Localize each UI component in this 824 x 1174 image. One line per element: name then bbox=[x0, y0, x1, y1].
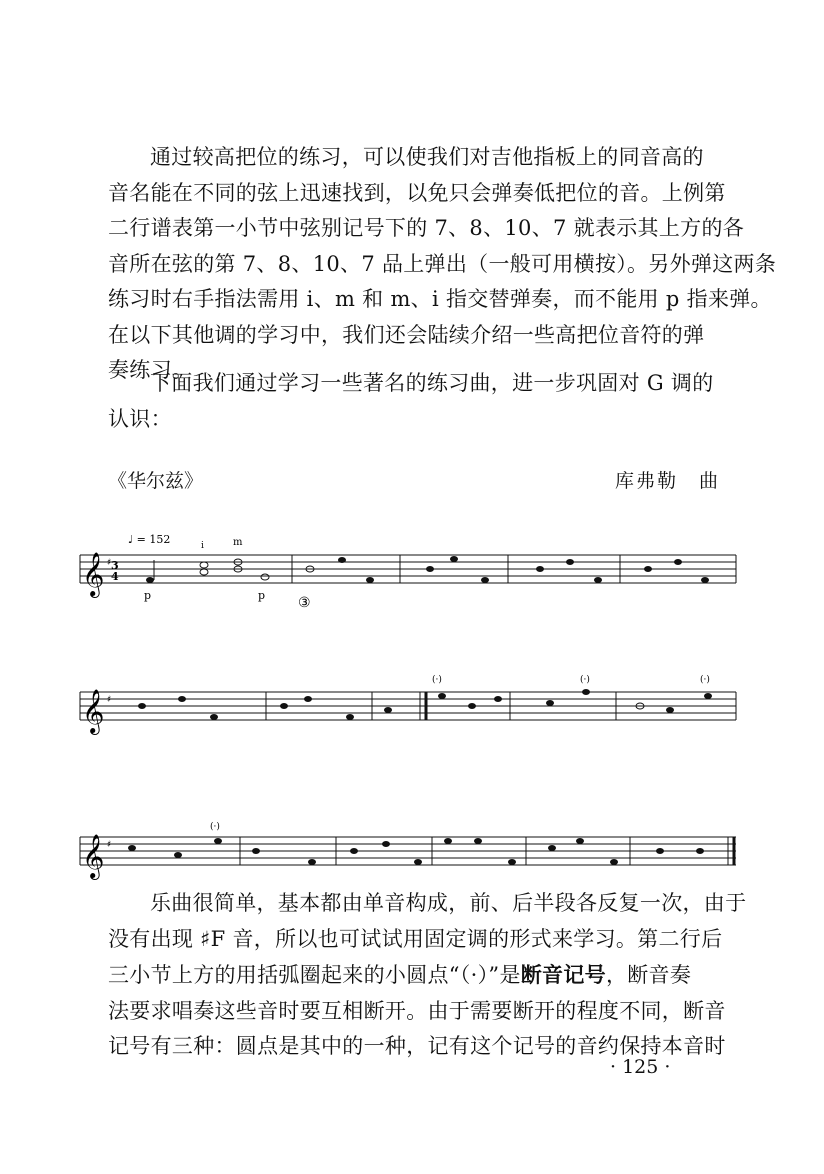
svg-text:3: 3 bbox=[111, 559, 119, 572]
paragraph-1 bbox=[108, 140, 777, 389]
text-line: 下面我们通过学习一些著名的练习曲，进一步巩固对 G 调的 bbox=[150, 371, 714, 395]
staff-svg bbox=[80, 672, 736, 742]
fingering-i: i bbox=[201, 541, 204, 551]
staccato-mark: (·) bbox=[432, 675, 442, 685]
treble-clef-icon: 𝄞 bbox=[82, 689, 105, 733]
fingering-m: m bbox=[233, 537, 243, 548]
piece-title-row bbox=[108, 466, 720, 492]
staccato-mark: (·) bbox=[210, 822, 220, 832]
music-staff-2 bbox=[80, 672, 736, 742]
svg-text:♯: ♯ bbox=[107, 558, 112, 568]
text-line: 通过较高把位的练习，可以使我们对吉他指板上的同音高的 bbox=[150, 145, 704, 169]
fingering-p: p bbox=[144, 589, 152, 602]
text-line: 二行谱表第一小节中弦别记号下的 7、8、10、7 就表示其上方的各 bbox=[108, 216, 745, 240]
text-line: 在以下其他调的学习中，我们还会陆续介绍一些高把位音符的弹 bbox=[108, 322, 705, 347]
treble-clef-icon: 𝄞 bbox=[82, 834, 105, 878]
text-segment: ，断音奏 bbox=[605, 963, 692, 987]
staccato-mark: (·) bbox=[580, 675, 590, 685]
string-mark: ③ bbox=[298, 595, 311, 611]
text-line: 乐曲很简单，基本都由单音构成，前、后半段各反复一次，由于 bbox=[150, 891, 747, 915]
text-line: 没有出现 ♯F 音，所以也可试试用固定调的形式来学习。第二行后 bbox=[108, 926, 723, 951]
staff-svg bbox=[80, 815, 736, 885]
svg-text:♯: ♯ bbox=[107, 840, 112, 850]
paragraph-2 bbox=[108, 366, 720, 437]
page-number: · 125 · bbox=[610, 1056, 671, 1078]
text-line: 法要求唱奏这些音时要互相断开。由于需要断开的程度不同，断音 bbox=[108, 998, 726, 1023]
piece-title: 《华尔兹》 bbox=[108, 470, 204, 492]
fingering-p: p bbox=[258, 589, 266, 602]
staff-svg bbox=[80, 525, 736, 611]
text-line: 音名能在不同的弦上迅速找到，以免只会弹奏低把位的音。上例第 bbox=[108, 180, 726, 205]
music-staff-1 bbox=[80, 525, 736, 611]
text-segment: 三小节上方的用括弧圈起来的小圆点“（·）”是 bbox=[108, 963, 521, 987]
text-line: 奏练习。 bbox=[108, 358, 194, 382]
tempo-mark: ♩ = 152 bbox=[128, 533, 171, 546]
staccato-mark: (·) bbox=[700, 675, 710, 685]
svg-text:♯: ♯ bbox=[107, 695, 112, 705]
text-line bbox=[108, 957, 720, 994]
text-line: 练习时右手指法需用 i、m 和 m、i 指交替弹奏，而不能用 p 指来弹。 bbox=[108, 287, 772, 311]
paragraph-3 bbox=[108, 886, 747, 1065]
svg-text:4: 4 bbox=[111, 570, 119, 583]
text-line: 记号有三种：圆点是其中的一种，记有这个记号的音约保持本音时 bbox=[108, 1034, 726, 1058]
bold-term: 断音记号 bbox=[520, 962, 606, 987]
text-line: 音所在弦的第 7、8、10、7 品上弹出（一般可用横按）。另外弹这两条 bbox=[108, 251, 777, 276]
music-staff-3 bbox=[80, 815, 736, 885]
treble-clef-icon: 𝄞 bbox=[82, 552, 105, 596]
piece-composer: 库弗勒 曲 bbox=[614, 470, 720, 492]
text-line: 认识： bbox=[108, 406, 172, 431]
